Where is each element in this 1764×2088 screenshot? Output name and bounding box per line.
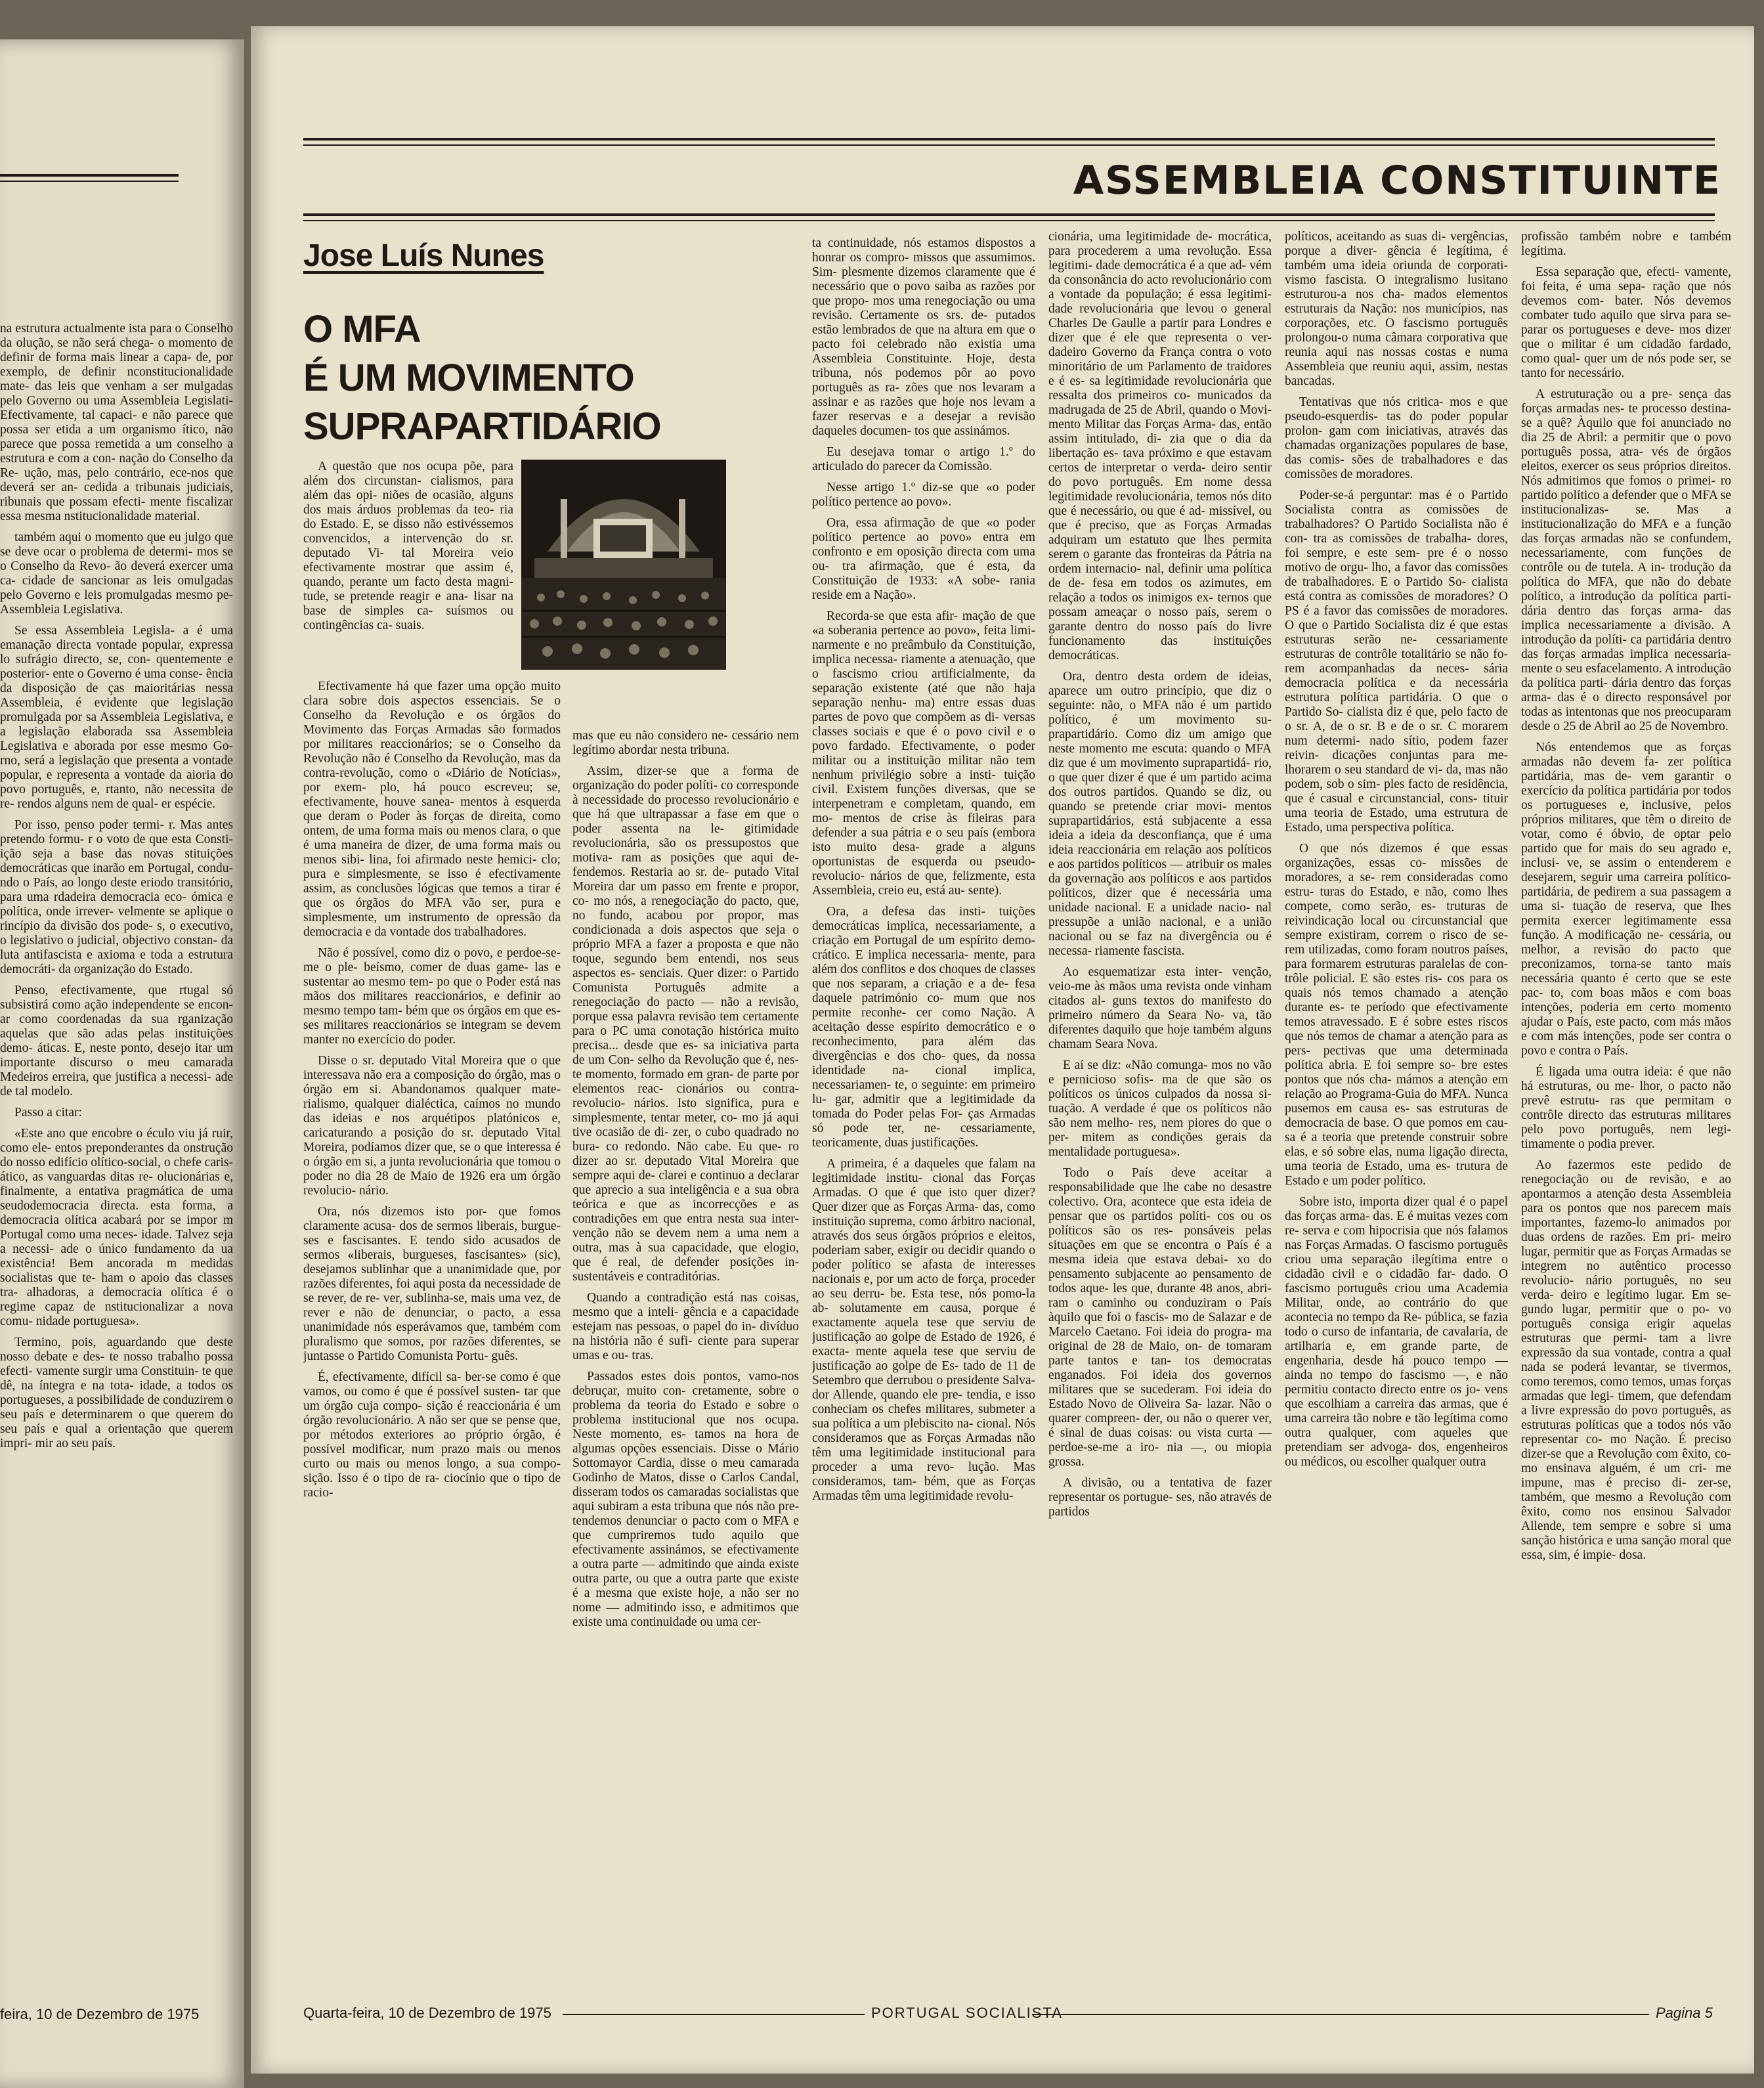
- article-column-6: [1521, 230, 1731, 1993]
- paragraph: É, efectivamente, difícil sa- ber-se como é que vamos, ou como é que é possível susten- tar que um órgão cuja compo- sição é reaccionária é um órgão revolucionário. A não ser que se pense que, por métodos exteriores ao próprio órgão, é possível modificar, num prazo mais ou menos curto ou mais ou menos longo, a sua compo- sição. Isso é o tipo de ra- ciocínio que o tipo de racio-: [303, 1370, 561, 1500]
- paragraph: Recorda-se que esta afir- mação de que «a soberania pertence ao povo», feita limi- narmente e no preâmbulo da Constituição, implica necessa- riamente a atenuação, que o fascismo criou artificialmente, da separação existente (até que não haja separação nenhu- ma) entre essas duas partes de povo que compõem as di- versas classes sociais e que é o povo civil e o povo fardado. Efectivamente, o poder militar ou a instituição militar não tem nenhum privilégio sobre a insti- tuição civil. Existem funções diversas, que se interpenetram e completam, quando, em mo- mentos de crise às fileiras para defender a sua pátria e o seu país (embora isto muito desa- grade a alguns oportunistas de esquerda ou pseudo-revolucio- nários de que, felizmente, esta Assembleia, creio eu, está au- sente).: [812, 609, 1035, 898]
- headline-line: O MFA: [303, 308, 421, 351]
- paragraph: Quando a contradição está nas coisas, mesmo que a inteli- gência e a capacidade estejam nas pessoas, o papel do in- divíduo na história não é sufi- ciente para superar umas e ou- tras.: [572, 1291, 799, 1362]
- paragraph: ta continuidade, nós estamos dispostos a honrar os compro- missos que assumimos. Sim- plesmente dizemos claramente que é necessário que o povo saiba as razões por que propo- mos uma renegociação ou uma revisão. Certamente os srs. de- putados estão lembrados de que na altura em que o pacto foi celebrado não existia uma Assembleia Constituinte. Hoje, desta tribuna, nós podemos pôr ao povo português as ra- zões que nos levaram a assinar e as razões que hoje nos levam a fazer reservas e a desejar a revisão daqueles documen- tos que assinámos.: [812, 236, 1035, 438]
- paragraph: Por isso, penso poder termi- r. Mas antes pretendo formu- r o voto de que esta Consti- ição seja a base das novas stituições democráticas que inarão em Portugal, condu- ndo o País, ao longo deste eriodo transitório, para uma rdadeira democracia eco- ómica e política, onde irrever- velmente se aplique o rincípio da divisão dos pode- s, o executivo, o legislativo o judicial, objectivo constan- da luta antifascista e axioma e toda a estrutura democráti- da organização do Estado.: [0, 818, 233, 976]
- scan-background: [0, 0, 1764, 26]
- paragraph: mas que eu não considero ne- cessário nem legítimo abordar nesta tribuna.: [572, 729, 799, 757]
- header-rule: [303, 144, 1715, 146]
- paragraph: A divisão, ou a tentativa de fazer representar os portugue- ses, não através de partidos: [1048, 1476, 1272, 1519]
- paragraph: Termino, pois, aguardando que deste nosso debate e des- te nosso trabalho possa efecti- vamente surgir uma Constituin- te que dê, na íntegra e na tota- idade, a todos os portugueses, a possibilidade de conduzirem o seu país e determinarem o que querem do seu país e qual a orientação que querem impri- mir ao seu país.: [0, 1336, 233, 1450]
- paragraph: A questão que nos ocupa põe, para além dos circunstan- cialismos, para além das opi- niões de ocasião, alguns dos mais árduos problemas da teo- ria do Estado. E, se disso não estivéssemos convencidos, a intervenção do sr. deputado Vi- tal Moreira veio efectivamente mostrar que assim é, quando, perante um facto desta magni- tude, se pretende reagir e ana- lisar na base de simples ca- suísmos ou contingências ca- suais.: [303, 460, 513, 632]
- paragraph: políticos, aceitando as suas di- vergências, porque a diver- gência é legítima, é também uma ideia oriunda de corporati- vismo fascista. O integralismo lusitano estruturou-a nos cha- mados elementos estruturais da Nação: nos municípios, nas corporações, etc. O fascismo português prolongou-o numa câmara corporativa que reunia aqui nas nossas costas e numa Assembleia que reuniu aqui, assim, nestas bancadas.: [1285, 230, 1508, 388]
- paragraph: Passo a citar:: [14, 1106, 82, 1120]
- article-column-3: [812, 236, 1035, 1993]
- paragraph: cionária, uma legitimidade de- mocrática, para procederem a uma revolução. Essa legitimi- dade democrática é a que ad- vém da consonância do acto revolucionário com a vontade da população; é essa legitimi- dade revolucionária que levou o general Charles De Gaulle a partir para Londres e dizer que é ele que representa o ver- dadeiro Governo da França contra o voto minoritário de um Parlamento de traidores e é es- sa legitimidade revolucionária que ressalta dos primeiros co- municados da madrugada de 25 de Abril, quando o Movi- mento Militar das Forças Arma- das, então assim intitulado, di- zia que o dia da libertação es- tava próximo e que estavam certos de interpretar o verda- deiro sentir do povo português. Em nome dessa legitimidade revolucionária, temos nós dito que é necessário, ou que é ad- missível, ou que é preciso, que as Forças Armadas adquiram um estatuto que lhes permita serem o garante das fronteiras da Pátria na ordem internacio- nal, definir uma política de de- fesa em todos os azimutes, em relação a todos os inimigos ex- ternos que possam ameaçar o nosso país, serem o garante dentro do nosso país do livre funcionamento das instituições democráticas.: [1048, 230, 1272, 663]
- paragraph: É ligada uma outra ideia: é que não há estruturas, ou me- lhor, o pacto não prevê estrutu- ras que permitam o contrôle directo das estruturas militares pelo povo português, nem legi- timamente o podia prever.: [1521, 1065, 1731, 1151]
- footer-publication: PORTUGAL SOCIALISTA: [871, 2005, 1063, 2021]
- author-byline: Jose Luís Nunes: [303, 238, 544, 273]
- paragraph: Ao fazermos este pedido de renegociação ou de revisão, e ao apontarmos a atenção desta Assembleia para os pontos que nos parecem mais importantes, fazemo-lo animados por duas ordens de razões. Em pri- meiro lugar, permitir que as Forças Armadas se integrem no autêntico processo revolucio- nário português, no seu verda- deiro e legítimo lugar. Em se- gundo lugar, permitir que o po- vo português consiga erigir aquelas estruturas que permi- tam a livre expressão da sua vontade, contra a qual nada se poderá levantar, se tivermos, como teremos, como temos, umas forças armadas que legi- timem, que defendam a livre expressão do povo português, as estruturas políticas que a todos nós vão representar co- mo Nação. É preciso dizer-se que a Revolução com êxito, co- mo ensinava alguém, é um cri- me impune, mas é preciso di- zer-se, também, que mesmo a Revolução com êxito, como nos ensinou Salvador Allende, tem sempre e sobre si uma sanção histórica e uma sanção moral que essa, sim, é impie- dosa.: [1521, 1158, 1731, 1562]
- paragraph: Não é possível, como diz o povo, e perdoe-se-me o ple- beísmo, comer de duas game- las e sustentar ao mesmo tem- po que o Poder está nas mãos dos militares reaccionários, e definir ao mesmo tempo tam- bém que os órgãos em que es- ses militares reaccionários se integram se devem manter no exercício do poder.: [303, 946, 561, 1047]
- paragraph: na estrutura actualmente ista para o Conselho da olução, se não será chega- o momento de definir de forma mais linear a capa- de, por exemplo, de definir nconstitucionalidade mate- das leis que venham a ser mulgadas pelo Governo ou uma Assembleia Legislati- Efectivamente, tal capaci- e não parece que possa ser etida a um organismo ítico, não parece que possa remetida a um conselho a estrutura e com a con- nação do Conselho da Re- ução, mas, pelo contrário, ece-nos que deverá ser an- cedida a tribunais judiciais, ribunais que possam efecti- mente fiscalizar essa mesma nstitucionalidade material.: [0, 322, 233, 523]
- paragraph: Todo o País deve aceitar a responsabilidade que lhe cabe no desastre colectivo. Ora, acontece que esta ideia de pensar que os partidos políti- cos ou os políticos são os res- ponsáveis pelas situações em que se encontra o País é a mesma ideia que estava debai- xo do pensamento subjacente ao pensamento de todos aque- les que, durante 48 anos, abri- ram o caminho ou conduziram o País àquilo que foi o fascis- mo de Salazar e de Marcelo Caetano. Foi ideia do progra- ma original de 28 de Maio, on- de tomaram parte tantos e tan- tos democratas enganados. Foi ideia dos governos militares que se sucederam. Foi ideia do Estado Novo de Oliveira Sa- lazar. Não o quarer compreen- der, ou não o querer ver, é sinal de duas coisas: ou vista curta — perdoe-se-me a iro- nia —, ou miopia grossa.: [1048, 1166, 1272, 1469]
- section-header: ASSEMBLEIA CONSTITUINTE: [1073, 158, 1721, 204]
- article-column-1: [303, 680, 561, 1993]
- footer-rule: [1032, 2014, 1649, 2015]
- previous-page: [0, 39, 244, 2088]
- paragraph: O que nós dizemos é que essas organizações, essas co- missões de moradores, a se- rem consideradas como estru- turas do Estado, e não, como lhes compete, como serão, es- truturas de reivindicação local ou circunstancial que sempre existiram, correm o risco de se- rem utilizadas, como foram noutros países, para formarem estruturas paralelas de con- trôle policial. E são estes ris- cos para os quais nós temos chamado a atenção durante es- te período que efectivamente temos atravessado. E é sobre estes riscos que nós temos de chamar a atenção para as pers- pectivas que uma determinada política abria. E foi sempre so- bre estes pontos que nós cha- mámos a atenção em relação ao Programa-Guia do MFA. Nunca pusemos em causa es- sas estruturas de democracia de base. O que pomos em cau- sa é a teoria que pretende construir sobre elas, e só sobre elas, numa ligação directa, uma teoria de Estado, uma es- trutura de Estado e um poder político.: [1285, 842, 1508, 1188]
- paragraph: Nesse artigo 1.º diz-se que «o poder político pertence ao povo».: [812, 481, 1035, 509]
- previous-page-footer-date: feira, 10 de Dezembro de 1975: [0, 2006, 200, 2022]
- paragraph: «Este ano que encobre o éculo viu já ruir, como ele- entos preponderantes da onstrução do nosso edifício olítico-social, o chefe caris- ático, as vanguardas ditas re- olucionárias e, finalmente, a entativa pragmática de uma seudodemocracia directa. esta forma, a democracia olítica acabará por se impor m Portugal como uma neces- idade. Talvez seja a necessi- ade o único fundamento da ua existência! Bem ancorada m medidas socialistas que te- ham o apoio das classes tra- alhadoras, a democracia olítica é o regime capaz de nstitucionalizar a nova comu- nidade portuguesa».: [0, 1127, 233, 1328]
- paragraph: A estruturação ou a pre- sença das forças armadas nes- te processo destina-se a quê? Àquilo que foi anunciado no dia 25 de Abril: a permitir que o povo português possa, atra- vés de órgãos eleitos, exercer os seus próprios direitos. Nós admitimos que fomos o primei- ro partido político a defender que o MFA se institucionalizas- se. Mas a institucionalização do MFA e a função das forças armadas não se confundem, necessariamente, com funções de contrôle ou de tutela. A in- trodução da política do MFA, que não do debate político, a introdução da política parti- dária dentro das forças arma- das implica necessariamente a divisão. A introdução da políti- ca partidária dentro das forças armadas implica necessaria- mente o seu esfacelamento. A introdução da política parti- dária dentro das forças arma- das é o directo responsável por todas as intentonas que nos preocuparam desde o 25 de Abril ao 25 de Novembro.: [1521, 387, 1731, 733]
- paragraph: Ora, a defesa das insti- tuições democráticas implica, necessariamente, a criação em Portugal de um espírito demo- crático. E implica necessaria- mente, para além dos conflitos e dos choques de classes que nos separam, a criação e a de- fesa daquele património co- mum que nos permite reconhe- cer como Nação. A aceitação desse espírito democrático e o reconhecimento, para além das divergências e dos cho- ques, da nossa identidade na- cional implica, necessariamen- te, o seguinte: em primeiro lu- gar, admitir que a legitimidade da tomada do Poder pelas For- ças Armadas só pode ter, ne- cessariamente, teoricamente, duas justificações.: [812, 905, 1035, 1150]
- paragraph: profissão também nobre e também legítima.: [1521, 230, 1731, 258]
- article-column-4: [1048, 230, 1272, 1993]
- header-rule: [0, 181, 179, 182]
- article-column-5: [1285, 230, 1508, 1993]
- newspaper-page: [251, 26, 1754, 2074]
- paragraph: Passados estes dois pontos, vamo-nos debruçar, muito con- cretamente, sobre o problema da teoria do Estado e sobre o problema institucional que nos ocupa. Neste momento, es- tamos na hora de algumas opções essenciais. Disse o Mário Sottomayor Cardia, disse o meu camarada Godinho de Matos, disse o Carlos Candal, disseram todos os camaradas socialistas que aqui subiram a esta tribuna que nós não pre- tendemos denunciar o pacto com o MFA e que cumpriremos tudo aquilo que efectivamente assinámos, se efectivamente a outra parte — admitindo que ainda existe outra parte, ou que a outra parte que existe é a mesma que existe hoje, a não ser no nome — admitindo isso, e admitimos que existe uma continuidade ou uma cer-: [572, 1370, 799, 1629]
- paragraph: Tentativas que nós critica- mos e que pseudo-esquerdis- tas do poder popular prolon- gam com iniciativas, através das chamadas organizações populares de base, das comis- sões de trabalhadores e das comissões de moradores.: [1285, 395, 1508, 481]
- assembly-chamber-photo: [521, 460, 726, 670]
- paragraph: Ora, dentro desta ordem de ideias, aparece um outro princípio, que diz o seguinte: não, o MFA não é um partido político, é um movimento su- prapartidário. Como diz um amigo que neste momento me escuta: quando o MFA diz que é um movimento suprapartidá- rio, o que quer dizer é que é um partido acima dos outros partidos. Quando se diz, ou quando se pretende criar movi- mentos suprapartidários, está subjacente a essa ideia a ideia da desconfiança, que é uma ideia reaccionária em relação aos políticos e aos partidos políticos — atribuir os males da governação aos políticos e aos partidos políticos, dizer que é necessária uma unidade nacional. E a unidade nacio- nal pressupõe a união nacional, e a união nacional ou se faz na divergência ou é necessa- riamente fascista.: [1048, 670, 1272, 958]
- header-rule: [303, 213, 1715, 216]
- paragraph: Ora, nós dizemos isto por- que fomos claramente acusa- dos de sermos liberais, burgue- ses e fascisantes. E tendo sido acusados de sermos «liberais, burgueses, fascisantes» (sic), desejamos sublinhar que a unanimidade que, por razões diferentes, foi aqui posta da necessidade de se rever, de re- ver, sublinha-se, mais uma vez, de rever e não de denunciar, o pacto, a essa unanimidade nós esperávamos que, também com pluralismo que somos, por razões diferentes, se juntasse o Partido Comunista Portu- guês.: [303, 1205, 561, 1363]
- chamber-photo-graphic: [521, 460, 726, 670]
- paragraph: Ora, essa afirmação de que «o poder político pertence ao povo» entra em confronto e em oposição directa com uma ou- tra afirmação, que é esta, da Constituição de 1933: «A sobe- rania reside em a Nação».: [812, 516, 1035, 602]
- paragraph: Assim, dizer-se que a forma de organização do poder políti- co corresponde à necessidade do processo revolucionário e que há que ultrapassar a fase em que o poder assenta na le- gitimidade revolucionária, são os pressupostos que motiva- ram as posições que aqui de- fendemos. Restaria ao sr. de- putado Vital Moreira dar um passo em frente e propor, co- mo nós, a renegociação do pacto, que, no fundo, acabou por propor, mas condicionada a dois aspectos que seja o próprio MFA a fazer a proposta e que não toque, segundo bem entendi, nos seus aspectos es- senciais. Quer dizer: o Partido Comunista Português admite a renegociação do pacto — não a revisão, porque essa palavra revisão tem certamente para o PC uma conotação histórica muito precisa... desde que es- sa iniciativa parta de um Con- selho da Revolução que é, nes- te momento, formado em gran- de parte por elementos reac- cionários ou contra-revolucio- nários. Isto significa, pura e simplesmente, tentar meter, co- mo já aqui tive ocasião de di- zer, o cubo quadrado no bura- co redondo. Não cabe. Eu que- ro dizer ao sr. deputado Vital Moreira que sempre aqui de- clarei e continuo a declarar que aprecio a sua inteligência e a sua obra teórica e que as incorrecções e as contradições em que entra nesta sua inter- venção não se devem nem a uma nem a outra, mas à sua capacidade, que elogio, que é real, de defender posições in- sustentáveis e contraditórias.: [572, 764, 799, 1284]
- paragraph: Nós entendemos que as forças armadas não devem fa- zer política partidária, mas de- vem garantir o exercício da política partidária por todos os portugueses e, inclusive, pelos próprios militares, que têm o direito de votar, como é óbvio, de optar pelo partido que for mais do seu agrado e, inclusi- ve, se assim o entenderem e desejarem, seguir uma carreira político-partidária, de pedirem a sua passagem a uma si- tuação de reserva, que lhes permita exercer legitimamente essa função. A modificação ne- cessária, ou melhor, a revisão do pacto que preconizamos, torna-se tanto mais necessária quanto é certo que se este pac- to, com boas mãos e com boas intenções, poderia em certo momento ajudar o País, este pacto, com más mãos e com más intenções, pode ser contra o povo e contra o País.: [1521, 741, 1731, 1058]
- headline-line: SUPRAPARTIDÁRIO: [303, 405, 661, 448]
- paragraph: E aí se diz: «Não comunga- mos no vão e pernicioso sofis- ma de que são os políticos os únicos culpados da nossa si- tuação. A verdade é que os políticos não são nem melho- res, nem piores do que o per- mitem as condições gerais da mentalidade portuguesa».: [1048, 1058, 1272, 1159]
- header-rule: [303, 138, 1715, 141]
- paragraph: também aqui o momento que eu julgo que se deve ocar o problema de determi- mos se o Conselho da Revo- ão deverá exercer uma ca- cidade de sancionar as leis omulgadas pelo Governo e leis promulgadas mesmo pe- Assembleia Legislativa.: [0, 531, 233, 617]
- footer-rule: [563, 2014, 865, 2015]
- paragraph: Se essa Assembleia Legisla- a é uma emanação directa vontade popular, expressa lo sufrágio directo, se, con- quentemente e posterior- ente o Governo é uma conse- ência da disposição de ças maioritárias nessa Assembleia, é evidente que legislação promulgada por sa Assembleia Legislativa, e a legislação elaborada ssa Assembleia Legislativa e aborada por esse mesmo Go- rno, será a legislação que presenta a vontade popular, e representa a vontade da aioria do povo português, e, rtanto, não necessita de re- rendos alguns nem de qual- er espécie.: [0, 624, 233, 811]
- paragraph: Penso, efectivamente, que rtugal só subsistirá como ação independente se encon- ar como coordenadas da sua rganização aquelas que são adas pelas instituições demo- áticas. E, neste ponto, desejo itar um importante discurso o meu camarada Medeiros erreira, que justifica a necessi- ade de tal modelo.: [0, 984, 233, 1098]
- header-rule: [0, 174, 179, 177]
- paragraph: Essa separação que, efecti- vamente, foi feita, é uma sepa- ração que nós devemos com- bater. Nós devemos combater tudo aquilo que sirva para se- parar os portugueses e deve- mos dizer que o militar é um cidadão fardado, como qual- quer um de nós pode ser, se tanto for necessário.: [1521, 265, 1731, 380]
- footer-page-number: Pagina 5: [1656, 2005, 1713, 2021]
- headline-line: É UM MOVIMENTO: [303, 357, 634, 399]
- paragraph: Disse o sr. deputado Vital Moreira que o que interessava não era a composição do órgão, mas o órgão em si. Abandonamos qualquer mate- rialismo, qualquer dialéctica, caímos no mundo das ideias e nos arquétipos platónicos e, caricaturando a posição do sr. deputado Vital Moreira, podíamos dizer que, se o que interessa é o órgão em si, a junta revolucionária que tomou o poder no dia 28 de Maio de 1926 era um órgão revolucio- nário.: [303, 1054, 561, 1198]
- paragraph: Eu desejava tomar o artigo 1.º do articulado do parecer da Comissão.: [812, 445, 1035, 473]
- article-column-2: [572, 729, 799, 1993]
- article-column-1a: [303, 460, 513, 671]
- paragraph: Ao esquematizar esta inter- venção, veio-me às mãos uma revista onde vinham citados al- guns textos do manifesto do primeiro número da Seara No- va, tão diferentes daquilo que hoje também alguns chamam Seara Nova.: [1048, 965, 1272, 1051]
- headline: [303, 305, 661, 451]
- paragraph: Efectivamente há que fazer uma opção muito clara sobre dois aspectos essenciais. Se o Conselho da Revolução e os órgãos do Movimento das Forças Armadas são formados por militares reaccionários; se o Conselho da Revolução não é Conselho da Revolução, mas da contra-revolução, como o «Diário de Notícias», por exem- plo, há pouco escreveu; se, efectivamente, houve sanea- mentos à esquerda que deram o Poder às forças de direita, como ontem, de uma forma mais ou menos clara, o que é uma maneira de dizer, de uma forma mais ou menos sibi- lina, foi afirmado neste hemici- clo; pura e simplesmente, se isso é efectivamente assim, as conclusões lógicas que temos a tirar é que os órgãos do MFA vão ser, pura e simplesmente, um instrumento de opressão da democracia e da vontade dos trabalhadores.: [303, 680, 561, 939]
- previous-page-column: [0, 322, 233, 2009]
- paragraph: Poder-se-á perguntar: mas é o Partido Socialista contra as comissões de trabalhadores? O Partido Socialista não é con- tra as comissões de trabalha- dores, foi sempre, e este sem- pre é o nosso motivo de orgu- lho, a favor das comissões de trabalhadores. E o Partido So- cialista está contra as comissões de moradores? O PS é a favor das comissões de moradores. O que o Partido Socialista diz é que estas estruturas serão ne- cessariamente estruturas de contrôle totalitário se não fo- rem acompanhadas da neces- sária democracia política e da necessária estrutura política partidária. O que o Partido So- cialista diz é que, pelo facto de o sr. A, de o sr. B e de o sr. C morarem num determi- nado sítio, podem fazer reivin- dicações conjuntas para me- lhorarem o seu standard de vi- da, mas não podem, sob o sim- ples facto de residência, que é casual e circunstancial, cons- tituir uma teoria de Estado, uma estrutura de Estado, uma perspectiva política.: [1285, 489, 1508, 835]
- footer-date: Quarta-feira, 10 de Dezembro de 1975: [303, 2005, 551, 2021]
- paragraph: Sobre isto, importa dizer qual é o papel das forças arma- das. E é muitas vezes com re- serva e com hipocrisia que nós falamos nas Forças Armadas. O fascismo português criou uma separação ilegítima entre o cidadão civil e o cidadão far- dado. O fascismo português criou uma Academia Militar, onde, ao contrário do que acontecia no tempo da Re- pública, se fazia todo o curso de infantaria, de cavalaria, de artilharia e, em grande parte, de engenharia, desde há pouco tempo — ainda no tempo do fascismo —, e não permitiu contacto directo entre os jo- vens que escolhiam a carreira das armas, que é uma carreira tão nobre e tão legítima como outra qualquer, com aqueles que pretendiam ser advoga- dos, engenheiros ou médicos, ou escolher qualquer outra: [1285, 1195, 1508, 1469]
- header-rule: [303, 220, 1715, 221]
- paragraph: A primeira, é a daqueles que falam na legitimidade institu- cional das Forças Armadas. O que é que isto quer dizer? Quer dizer que as Forças Arma- das, como instituição suprema, como árbitro nacional, através dos seus órgãos próprios e eleitos, poderiam saber, exigir ou decidir quando o poder político se afasta de interesses nacionais e, por um acto de força, proceder ao seu derru- be. Esta tese, nós pomo-la ab- solutamente em causa, porque é exactamente aquela tese que serviu de justificação ao golpe de Estado de 1926, é exacta- mente aquela tese que serviu de justificação ao golpe de Es- tado de 11 de Setembro que derrubou o presidente Salva- dor Allende, quando ele pre- tendia, e isso conheciam os chefes militares, submeter a sua política a um plebiscito na- cional. Nós consideramos que as Forças Armadas não têm uma legitimidade institucional para proceder a uma revo- lução. Mas consideramos, tam- bém, que as Forças Armadas têm uma legitimidade revolu-: [812, 1157, 1035, 1503]
